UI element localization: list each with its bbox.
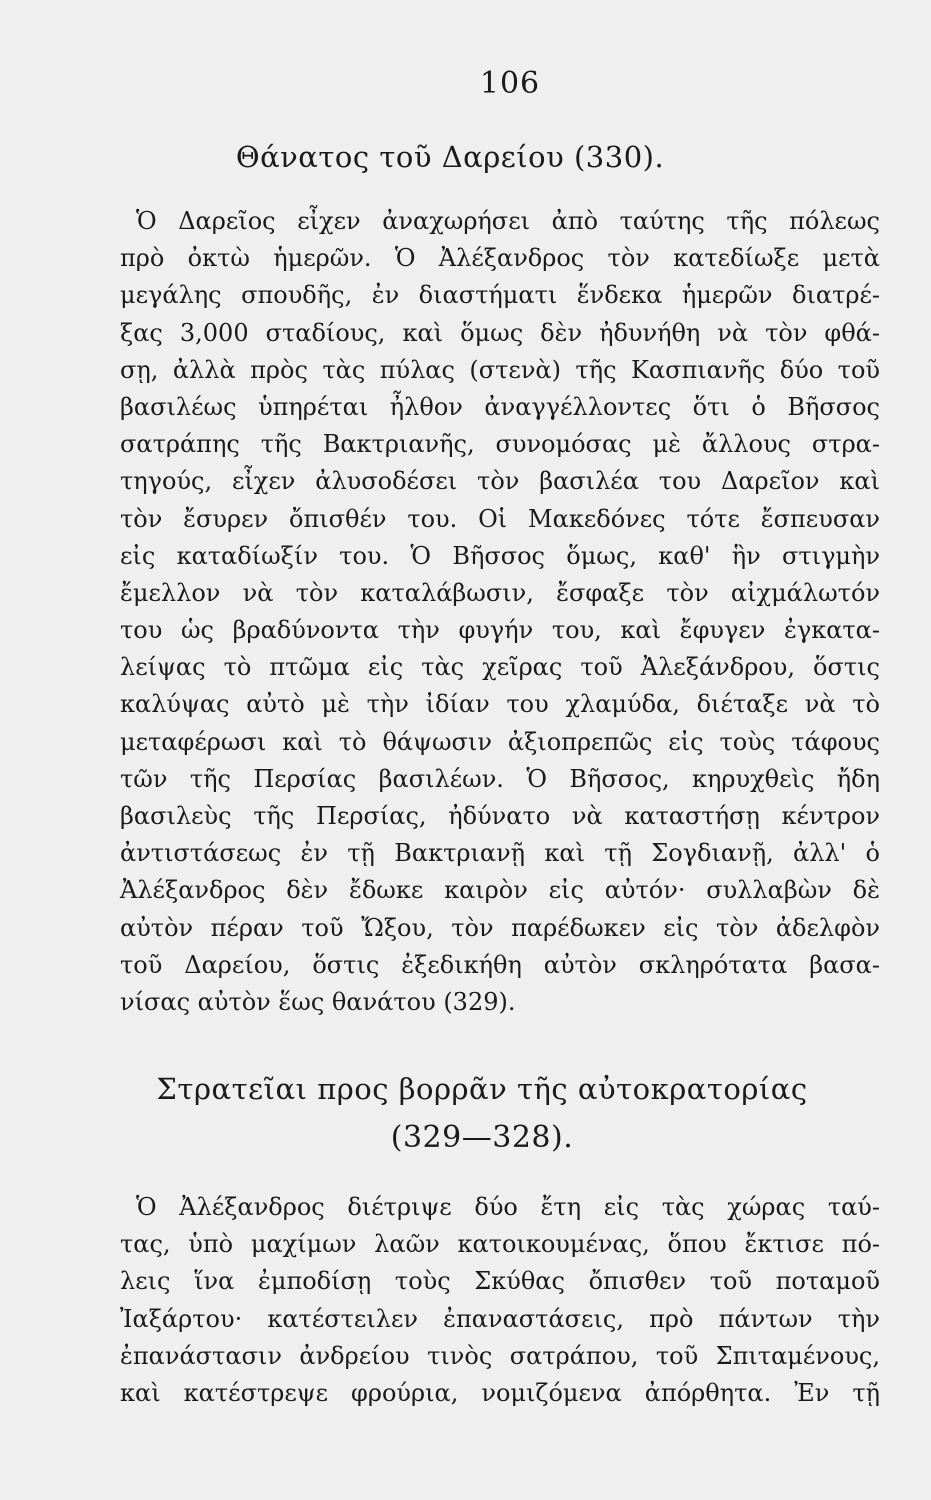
text-line: τηγούς, εἶχεν ἀλυσοδέσει τὸν βασιλέα του Δαρεῖον καὶ: [120, 467, 880, 496]
section-1-text: [120, 203, 880, 1021]
text-line: ἀντιστάσεως ἐν τῇ Βακτριανῇ καὶ τῇ Σογδιανῇ, ἀλλ' ὁ: [120, 839, 880, 868]
text-line: νίσας αὐτὸν ἕως θανάτου (329).: [120, 987, 516, 1016]
text-line: Ἰαξάρτου· κατέστειλεν ἐπαναστάσεις, πρὸ πάντων τὴν: [120, 1304, 880, 1333]
text-line: Ὁ Ἀλέξανδρος διέτριψε δύο ἔτη εἰς τὰς χώρας ταύ-: [136, 1193, 880, 1221]
text-line: λεις ἵνα ἐμποδίσῃ τοὺς Σκύθας ὄπισθεν τοῦ ποταμοῦ: [120, 1267, 880, 1296]
text-line: μεταφέρωσι καὶ τὸ θάψωσιν ἀξιοπρεπῶς εἰς τοὺς τάφους: [120, 727, 880, 756]
text-line: εἰς καταδίωξίν του. Ὁ Βῆσσος ὅμως, καθ' ἣν στιγμὴν: [120, 541, 880, 570]
text-line: λείψας τὸ πτῶμα εἰς τὰς χεῖρας τοῦ Ἀλεξάνδρου, ὅστις: [120, 653, 880, 682]
text-line: Ἀλέξανδρος δὲν ἔδωκε καιρὸν εἰς αὐτόν· συλλαβὼν δὲ: [120, 876, 880, 905]
text-line: ξας 3,000 σταδίους, καὶ ὅμως δὲν ἠδυνήθη νὰ τὸν φθά-: [120, 318, 880, 347]
text-line: Ὁ Δαρεῖος εἶχεν ἀναχωρήσει ἀπὸ ταύτης τῆς πόλεως: [136, 207, 880, 235]
text-line: αὐτὸν πέραν τοῦ Ὤξου, τὸν παρέδωκεν εἰς τὸν ἀδελφὸν: [120, 913, 880, 942]
text-line: βασιλεὺς τῆς Περσίας, ἠδύνατο νὰ καταστήσῃ κέντρον: [120, 802, 880, 830]
text-line: μεγάλης σπουδῆς, ἐν διαστήματι ἕνδεκα ἡμερῶν διατρέ-: [120, 281, 880, 310]
text-line: τὸν ἔσυρεν ὄπισθέν του. Οἱ Μακεδόνες τότε ἔσπευσαν: [120, 504, 880, 533]
section-title-dates: (329—328).: [390, 1120, 574, 1155]
text-line: ἔμελλον νὰ τὸν καταλάβωσιν, ἔσφαξε τὸν αἰχμάλωτόν: [120, 578, 880, 607]
text-line: καλύψας αὐτὸ μὲ τὴν ἰδίαν του χλαμύδα, διέταξε νὰ τὸ: [120, 690, 880, 719]
text-line: βασιλέως ὑπηρέται ἦλθον ἀναγγέλλοντες ὅτι ὁ Βῆσσος: [120, 392, 880, 421]
section-title-northern-campaigns: Στρατεῖαι προς βορρᾶν τῆς αὐτοκρατορίας: [156, 1072, 808, 1106]
text-line: ἐπανάστασιν ἀνδρείου τινὸς σατράπου, τοῦ Σπιταμένους,: [120, 1341, 880, 1370]
section-2-text: [120, 1189, 880, 1412]
text-line: καὶ κατέστρεψε φρούρια, νομιζόμενα ἀπόρθητα. Ἐν τῇ: [120, 1378, 880, 1407]
section-title-death-of-darius: Θάνατος τοῦ Δαρείου (330).: [235, 140, 665, 174]
text-line: του ὡς βραδύνοντα τὴν φυγήν του, καὶ ἔφυγεν ἐγκατα-: [120, 616, 880, 645]
text-line: σῃ, ἀλλὰ πρὸς τὰς πύλας (στενὰ) τῆς Κασπιανῆς δύο τοῦ: [120, 355, 880, 384]
text-line: σατράπης τῆς Βακτριανῆς, συνομόσας μὲ ἄλλους στρα-: [120, 430, 880, 459]
text-line: τῶν τῆς Περσίας βασιλέων. Ὁ Βῆσσος, κηρυχθεὶς ἤδη: [120, 764, 880, 793]
page-number: 106: [479, 66, 541, 101]
text-line: τοῦ Δαρείου, ὅστις ἐξεδικήθη αὐτὸν σκληρότατα βασα-: [120, 950, 880, 979]
text-line: πρὸ ὀκτὼ ἡμερῶν. Ὁ Ἀλέξανδρος τὸν κατεδίωξε μετὰ: [120, 244, 880, 273]
text-line: τας, ὑπὸ μαχίμων λαῶν κατοικουμένας, ὅπου ἔκτισε πό-: [120, 1230, 880, 1259]
